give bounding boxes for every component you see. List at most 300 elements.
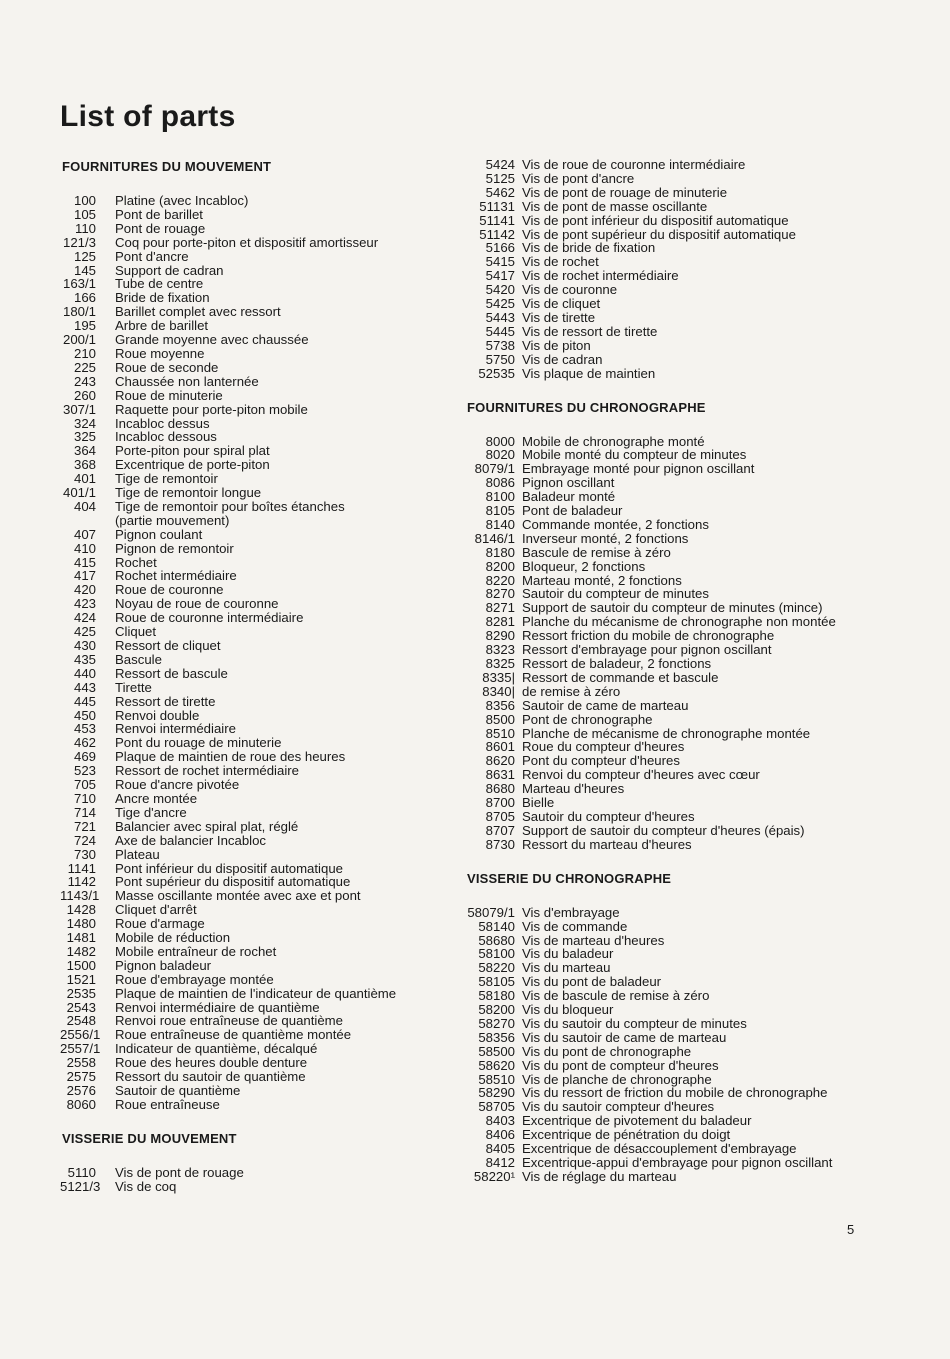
- part-row: [60, 709, 460, 723]
- part-row: [465, 810, 905, 824]
- part-number: 8200: [485, 558, 515, 574]
- part-number: 8100: [485, 489, 515, 505]
- part-description: Support de sautoir du compteur de minutes (mince): [522, 600, 823, 616]
- part-row: [465, 504, 905, 518]
- part-description: Excentrique de désaccouplement d'embrayage: [522, 1141, 797, 1157]
- part-description: Incabloc dessous: [115, 429, 217, 445]
- part-row: [465, 297, 905, 311]
- part-number: 8500: [485, 711, 515, 727]
- part-row: [60, 848, 460, 862]
- part-row: [465, 311, 905, 325]
- part-description: Ancre montée: [115, 790, 198, 806]
- part-description: Roue moyenne: [115, 345, 205, 361]
- part-number: 1521: [66, 971, 96, 987]
- part-row: [60, 222, 460, 236]
- part-row: [465, 1086, 905, 1100]
- part-row: [60, 472, 460, 486]
- part-number: 260: [73, 387, 96, 403]
- part-row: [60, 750, 460, 764]
- part-description: Ressort d'embrayage pour pignon oscillant: [522, 642, 772, 658]
- part-number: 5750: [485, 351, 515, 367]
- section-heading: FOURNITURES DU CHRONOGRAPHE: [467, 399, 706, 415]
- part-row: [60, 917, 460, 931]
- part-description: Pont de chronographe: [522, 711, 653, 727]
- part-row: [465, 1170, 905, 1184]
- part-number: 58220¹: [473, 1168, 515, 1184]
- part-description: Vis d'embrayage: [522, 904, 620, 920]
- part-row: [60, 611, 460, 625]
- part-row: [60, 778, 460, 792]
- part-row: [60, 1014, 460, 1028]
- part-number: 5424: [485, 157, 515, 172]
- part-description: Grande moyenne avec chaussée: [115, 332, 309, 348]
- part-description: Axe de balancier Incabloc: [115, 832, 267, 848]
- part-row: [465, 601, 905, 615]
- part-number: 2575: [66, 1069, 96, 1085]
- part-number: 52535: [478, 365, 515, 381]
- part-row: [465, 367, 905, 381]
- part-description: Vis du bloqueur: [522, 1002, 614, 1018]
- part-number: 225: [73, 359, 96, 375]
- part-number: 58270: [478, 1015, 515, 1031]
- part-row: [60, 653, 460, 667]
- part-row: [465, 560, 905, 574]
- part-row: [60, 639, 460, 653]
- part-description: Balancier avec spiral plat, réglé: [115, 818, 299, 834]
- part-row: [60, 375, 460, 389]
- part-number: 8079/1: [474, 461, 515, 477]
- part-row: [465, 671, 905, 685]
- part-row: [60, 208, 460, 222]
- part-row: [60, 625, 460, 639]
- part-row: [465, 643, 905, 657]
- part-number: 5415: [485, 254, 515, 270]
- part-row: [60, 722, 460, 736]
- part-row: [60, 236, 460, 250]
- part-row: [465, 975, 905, 989]
- part-row: [465, 824, 905, 838]
- part-description: Vis de couronne: [522, 282, 618, 298]
- part-description: Inverseur monté, 2 fonctions: [522, 530, 689, 546]
- part-description: Roue d'embrayage montée: [115, 971, 274, 987]
- part-row: [465, 476, 905, 490]
- parts-list: [465, 906, 905, 1184]
- part-number: 5462: [485, 184, 515, 200]
- part-description: Vis de tirette: [522, 309, 596, 325]
- part-row: [465, 490, 905, 504]
- part-number: 724: [73, 832, 96, 848]
- part-number: 105: [73, 206, 96, 222]
- part-row: [60, 1001, 460, 1015]
- part-row: [465, 1045, 905, 1059]
- part-number: 58500: [478, 1043, 515, 1059]
- part-row: [60, 875, 460, 889]
- parts-section: [465, 399, 905, 852]
- part-row: [60, 792, 460, 806]
- part-row: [465, 1073, 905, 1087]
- part-number: 410: [73, 540, 96, 556]
- part-row: [465, 1003, 905, 1017]
- part-row: [60, 597, 460, 611]
- part-row: [60, 514, 460, 528]
- part-description: Plaque de maintien de roue des heures: [115, 749, 346, 765]
- part-description: Pont inférieur du dispositif automatique: [115, 860, 343, 876]
- part-row: [60, 277, 460, 291]
- part-description: Roue des heures double denture: [115, 1055, 308, 1071]
- part-row: [465, 546, 905, 560]
- part-number: 8060: [66, 1096, 96, 1112]
- part-row: [60, 417, 460, 431]
- part-row: [465, 587, 905, 601]
- part-number: 8631: [485, 767, 515, 783]
- part-row: [465, 532, 905, 546]
- part-description: Roue du compteur d'heures: [522, 739, 685, 755]
- part-description: Tige de remontoir longue: [115, 485, 262, 501]
- part-number: 450: [73, 707, 96, 723]
- part-number: 200/1: [62, 332, 96, 348]
- part-description: Pignon coulant: [115, 526, 203, 542]
- part-description: Sautoir du compteur de minutes: [522, 586, 709, 602]
- part-number: 58356: [478, 1029, 515, 1045]
- part-number: 445: [73, 693, 96, 709]
- part-description: Ressort de tirette: [115, 693, 216, 709]
- part-number: 407: [73, 526, 96, 542]
- part-row: [60, 820, 460, 834]
- part-description: Vis de piton: [522, 337, 591, 353]
- part-description: Pont d'ancre: [115, 248, 189, 264]
- part-number: 424: [73, 610, 96, 626]
- part-row: [60, 333, 460, 347]
- part-description: Excentrique de porte-piton: [115, 457, 270, 473]
- part-number: 58100: [478, 946, 515, 962]
- part-description: Vis de bascule de remise à zéro: [522, 988, 710, 1004]
- part-number: 1481: [66, 930, 96, 946]
- page-title: List of parts: [60, 100, 236, 133]
- part-number: 5425: [485, 296, 515, 312]
- part-number: 1480: [66, 916, 96, 932]
- part-description: Bride de fixation: [115, 290, 210, 306]
- part-row: [60, 264, 460, 278]
- part-row: [465, 325, 905, 339]
- part-number: 51141: [479, 212, 515, 228]
- part-description: Vis du marteau: [522, 960, 611, 976]
- part-row: [465, 1128, 905, 1142]
- part-row: [60, 500, 460, 514]
- part-description: Ressort friction du mobile de chronographe: [522, 628, 775, 644]
- part-description: Ressort de rochet intermédiaire: [115, 763, 299, 779]
- part-description: Vis de pont de rouage: [115, 1164, 244, 1180]
- part-description: Bloqueur, 2 fonctions: [522, 558, 646, 574]
- part-number: 430: [73, 638, 96, 653]
- part-row: [60, 583, 460, 597]
- part-row: [60, 806, 460, 820]
- part-description: Vis de commande: [522, 918, 628, 934]
- part-row: [465, 838, 905, 852]
- part-description: Rochet: [115, 554, 157, 570]
- part-number: 721: [73, 818, 96, 834]
- part-number: 58705: [478, 1099, 515, 1115]
- right-column: [465, 158, 905, 1202]
- part-row: [465, 255, 905, 269]
- part-row: [465, 269, 905, 283]
- part-description: Vis de planche de chronographe: [522, 1071, 712, 1087]
- part-number: 8620: [485, 753, 515, 769]
- part-number: 110: [74, 220, 96, 236]
- part-row: [465, 947, 905, 961]
- part-number: 1142: [67, 874, 96, 890]
- part-description: Vis plaque de maintien: [522, 365, 656, 381]
- part-description: Tige de remontoir: [115, 471, 218, 487]
- part-description: Vis de marteau d'heures: [522, 932, 665, 948]
- part-row: [60, 1028, 460, 1042]
- part-number: 8335|: [482, 669, 515, 685]
- part-description: Excentrique de pivotement du baladeur: [522, 1113, 752, 1129]
- part-number: 58200: [478, 1002, 515, 1018]
- part-number: 5121/3: [60, 1178, 101, 1194]
- part-number: 364: [73, 443, 96, 459]
- part-description: Cliquet: [115, 624, 157, 640]
- part-row: [60, 1056, 460, 1070]
- part-row: [60, 987, 460, 1001]
- part-description: Planche du mécanisme de chronographe non montée: [522, 614, 836, 630]
- part-number: 5420: [485, 282, 515, 298]
- part-description: Ressort de bascule: [115, 665, 228, 681]
- part-description: Pignon de remontoir: [115, 540, 234, 556]
- part-description: Mobile de réduction: [115, 930, 231, 946]
- part-description: Pont du compteur d'heures: [522, 753, 680, 769]
- part-number: 2558: [66, 1055, 96, 1071]
- part-number: 58510: [478, 1071, 515, 1087]
- part-description: Arbre de barillet: [115, 318, 209, 334]
- part-description: Vis de pont supérieur du dispositif automatique: [522, 226, 796, 242]
- part-description: Sautoir de quantième: [115, 1083, 241, 1098]
- part-row: [465, 615, 905, 629]
- part-row: [465, 435, 905, 449]
- part-number: 710: [73, 790, 96, 806]
- part-description: Marteau monté, 2 fonctions: [522, 572, 682, 588]
- part-number: 8086: [485, 475, 515, 491]
- part-number: 1500: [66, 957, 96, 973]
- part-number: 8270: [485, 586, 515, 602]
- part-description: Baladeur monté: [522, 489, 616, 505]
- part-row: [60, 903, 460, 917]
- part-number: 8403: [485, 1113, 515, 1129]
- part-description: Pont du rouage de minuterie: [115, 735, 282, 751]
- part-number: 58290: [478, 1085, 515, 1101]
- part-number: 8271: [485, 600, 515, 616]
- part-description: Support de cadran: [115, 262, 224, 278]
- part-description: Barillet complet avec ressort: [115, 304, 281, 320]
- part-description: Bascule de remise à zéro: [522, 544, 671, 560]
- part-number: 8020: [485, 447, 515, 463]
- part-number: 730: [73, 846, 96, 862]
- part-number: 8680: [485, 781, 515, 797]
- part-description: Embrayage monté pour pignon oscillant: [522, 461, 755, 477]
- part-description: Ressort de commande et bascule: [522, 669, 719, 685]
- part-description: Sautoir du compteur d'heures: [522, 808, 695, 824]
- part-description: Bascule: [115, 651, 162, 667]
- part-number: 5125: [485, 170, 515, 186]
- part-description: Vis du pont de baladeur: [522, 974, 662, 990]
- part-description: Commande montée, 2 fonctions: [522, 516, 709, 532]
- part-number: 8405: [485, 1141, 515, 1157]
- part-description: Ressort de baladeur, 2 fonctions: [522, 656, 712, 671]
- part-number: 8356: [485, 697, 515, 713]
- part-description: Mobile monté du compteur de minutes: [522, 447, 747, 463]
- part-number: 8290: [485, 628, 515, 644]
- part-number: 8000: [485, 433, 515, 449]
- part-description: Noyau de roue de couronne: [115, 596, 279, 612]
- part-row: [465, 685, 905, 699]
- part-number: 195: [73, 318, 96, 334]
- part-number: 462: [73, 735, 96, 751]
- part-number: 125: [73, 248, 96, 264]
- part-number: 8140: [485, 516, 515, 532]
- part-description: Coq pour porte-piton et dispositif amortisseur: [115, 234, 379, 250]
- parts-list: [465, 158, 905, 381]
- part-description: Plaque de maintien de l'indicateur de quantième: [115, 985, 397, 1001]
- part-number: 243: [73, 373, 96, 389]
- part-row: [465, 1100, 905, 1114]
- part-row: [465, 754, 905, 768]
- part-number: 100: [73, 193, 96, 208]
- part-row: [60, 1042, 460, 1056]
- part-row: [60, 736, 460, 750]
- part-number: 180/1: [62, 304, 96, 320]
- part-number: 325: [73, 429, 96, 445]
- part-number: 2557/1: [60, 1041, 101, 1057]
- part-row: [465, 1059, 905, 1073]
- part-description: Renvoi du compteur d'heures avec cœur: [522, 767, 760, 783]
- part-row: [60, 389, 460, 403]
- part-row: [60, 250, 460, 264]
- part-row: [465, 906, 905, 920]
- part-description: Support de sautoir du compteur d'heures (épais): [522, 822, 805, 838]
- part-row: [60, 1180, 460, 1194]
- part-description: Renvoi intermédiaire de quantième: [115, 999, 320, 1015]
- part-row: [465, 768, 905, 782]
- part-description: Vis du pont de chronographe: [522, 1043, 692, 1059]
- part-row: [465, 934, 905, 948]
- part-row: [465, 200, 905, 214]
- part-number: 5110: [67, 1164, 96, 1180]
- part-number: 5443: [485, 309, 515, 325]
- part-row: [60, 458, 460, 472]
- part-number: 51131: [479, 198, 515, 214]
- parts-section: [465, 158, 905, 381]
- part-row: [60, 1070, 460, 1084]
- part-description: Sautoir de came de marteau: [522, 697, 689, 713]
- part-description: Vis de réglage du marteau: [522, 1168, 677, 1184]
- part-description: Ressort du marteau d'heures: [522, 836, 692, 852]
- part-description: Vis de rochet: [522, 254, 599, 270]
- part-number: 58140: [478, 918, 515, 934]
- part-row: [465, 186, 905, 200]
- left-column: [60, 158, 460, 1212]
- part-row: [465, 241, 905, 255]
- part-row: [60, 764, 460, 778]
- part-description: Pignon oscillant: [522, 475, 615, 491]
- part-number: 420: [73, 582, 96, 598]
- part-number: 58620: [478, 1057, 515, 1073]
- part-row: [60, 486, 460, 500]
- part-number: 210: [73, 345, 96, 361]
- part-row: [465, 283, 905, 297]
- part-row: [465, 740, 905, 754]
- part-row: [465, 353, 905, 367]
- part-row: [465, 727, 905, 741]
- part-description: Mobile de chronographe monté: [522, 433, 705, 449]
- part-row: [60, 862, 460, 876]
- part-row: [465, 1031, 905, 1045]
- part-description: Vis de pont de masse oscillante: [522, 198, 708, 214]
- parts-section: [60, 158, 460, 1112]
- part-number: 425: [73, 624, 96, 640]
- part-row: [60, 959, 460, 973]
- part-number: 145: [73, 262, 96, 278]
- part-description: Roue entraîneuse: [115, 1096, 220, 1112]
- part-row: [465, 172, 905, 186]
- part-number: 8180: [485, 544, 515, 560]
- part-number: 368: [73, 457, 96, 473]
- part-number: 8412: [485, 1155, 515, 1170]
- part-number: 58220: [478, 960, 515, 976]
- part-row: [60, 1084, 460, 1098]
- part-description: Vis de pont inférieur du dispositif automatique: [522, 212, 789, 228]
- part-number: 404: [73, 498, 96, 514]
- part-description: Renvoi intermédiaire: [115, 721, 236, 737]
- part-number: 2535: [66, 985, 96, 1001]
- part-row: [60, 291, 460, 305]
- part-number: 401/1: [62, 485, 96, 501]
- part-description: Vis du sautoir compteur d'heures: [522, 1099, 715, 1115]
- part-description: Vis de bride de fixation: [522, 240, 656, 256]
- part-number: 1141: [67, 860, 96, 876]
- part-row: [60, 347, 460, 361]
- part-row: [60, 1098, 460, 1112]
- part-number: 2556/1: [60, 1027, 101, 1043]
- part-row: [60, 667, 460, 681]
- part-description: Planche de mécanisme de chronographe montée: [522, 725, 811, 741]
- part-number: 440: [73, 665, 96, 681]
- part-row: [465, 158, 905, 172]
- part-number: 8601: [485, 739, 515, 755]
- part-number: 5166: [485, 240, 515, 256]
- part-description: Pont de barillet: [115, 206, 203, 222]
- part-row: [60, 945, 460, 959]
- part-number: 2543: [66, 999, 96, 1015]
- part-description: Pont de baladeur: [522, 503, 623, 519]
- part-description: Pont supérieur du dispositif automatique: [115, 874, 351, 890]
- part-description: Tige d'ancre: [115, 804, 187, 820]
- part-number: 8105: [485, 503, 515, 519]
- part-row: [60, 556, 460, 570]
- part-number: 121/3: [62, 234, 96, 250]
- part-row: [465, 1114, 905, 1128]
- part-description: Vis de pont de rouage de minuterie: [522, 184, 728, 200]
- part-number: 5445: [485, 323, 515, 339]
- part-description: Porte-piton pour spiral plat: [115, 443, 270, 459]
- part-description: Excentrique de pénétration du doigt: [522, 1127, 731, 1143]
- part-row: [465, 920, 905, 934]
- part-number: 58079/1: [467, 904, 515, 920]
- part-description: Tirette: [115, 679, 152, 695]
- part-description: Pont de rouage: [115, 220, 206, 236]
- part-number: 5738: [485, 337, 515, 353]
- part-number: 423: [73, 596, 96, 612]
- part-number: 58680: [478, 932, 515, 948]
- part-description: Plateau: [115, 846, 160, 862]
